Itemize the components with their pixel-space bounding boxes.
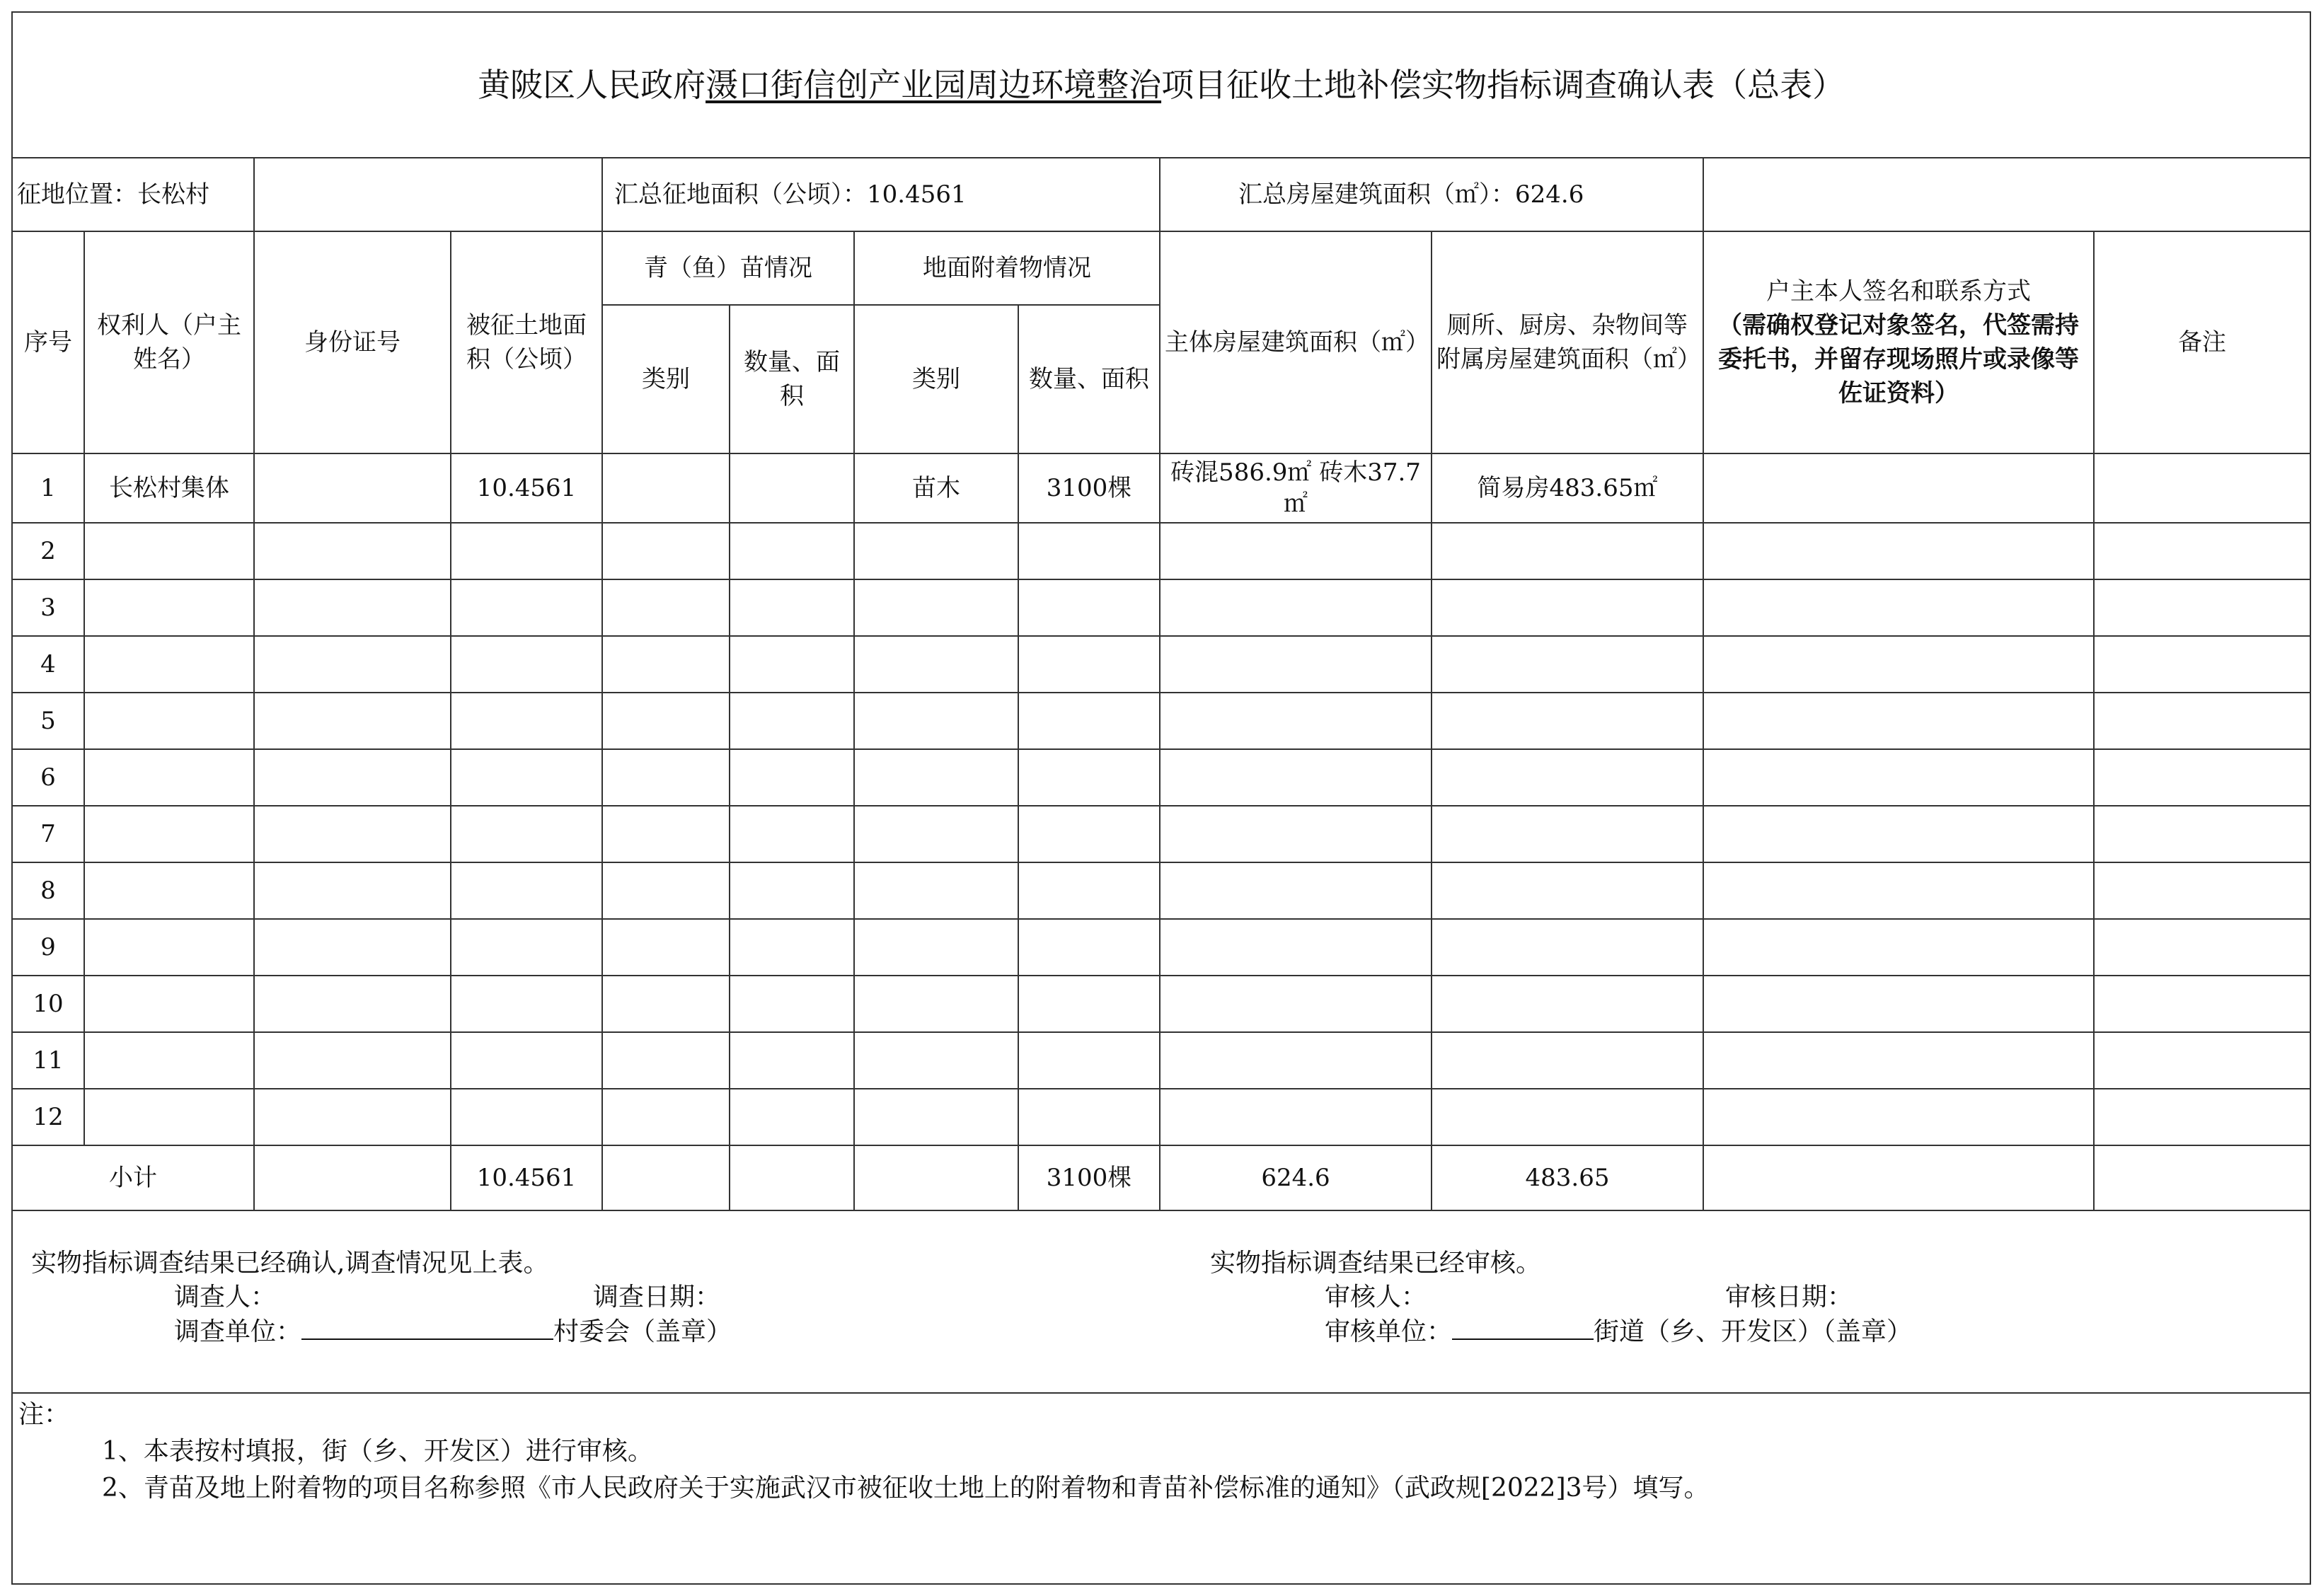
table-row — [12, 1089, 2310, 1145]
cell-aux-house: 简易房483.65㎡ — [1432, 453, 1703, 523]
review-unit-blank[interactable] — [1452, 1314, 1594, 1340]
cell-crop-type — [602, 453, 730, 523]
notes-block — [12, 1393, 2310, 1584]
table-row — [12, 1032, 2310, 1089]
header-signature-title: 户主本人签名和联系方式 — [1766, 277, 2031, 306]
cell-seq: 2 — [12, 523, 84, 579]
header-attachments: 地面附着物情况 — [854, 231, 1160, 305]
right-statement: 实物指标调查结果已经审核。 — [1210, 1249, 1542, 1278]
header-main-house: 主体房屋建筑面积（㎡） — [1160, 231, 1432, 453]
cell-seq: 3 — [12, 579, 84, 636]
cell-seq: 8 — [12, 862, 84, 919]
header-land-area: 被征土地面积（公顷） — [451, 231, 602, 453]
header-crops: 青（鱼）苗情况 — [602, 231, 854, 305]
cell-seq: 11 — [12, 1032, 84, 1089]
table-row — [12, 636, 2310, 693]
cell-land: 10.4561 — [451, 453, 602, 523]
header-aux-house: 厕所、厨房、杂物间等附属房屋建筑面积（㎡） — [1432, 231, 1703, 453]
table-row — [12, 453, 2310, 523]
table-row — [12, 693, 2310, 749]
header-att-qty: 数量、面积 — [1018, 305, 1160, 453]
cell-seq: 12 — [12, 1089, 84, 1145]
header-seq: 序号 — [12, 231, 84, 453]
header-crop-type: 类别 — [602, 305, 730, 453]
header-signature-note: （需确权登记对象签名，代签需持委托书，并留存现场照片或录像等佐证资料） — [1718, 311, 2079, 407]
header-remark: 备注 — [2094, 231, 2310, 453]
title-project: 滠口街信创产业园周边环境整治 — [705, 66, 1162, 104]
header-id-no: 身份证号 — [254, 231, 451, 453]
investigate-unit-label: 调查单位： — [174, 1317, 302, 1346]
total-building-cell: 汇总房屋建筑面积（㎡）：624.6 — [1160, 158, 1703, 231]
cell-signature — [1703, 453, 2094, 523]
table-row — [12, 806, 2310, 862]
review-unit-label: 审核单位： — [1325, 1317, 1453, 1346]
cell-seq: 9 — [12, 919, 84, 976]
table-row — [12, 919, 2310, 976]
cell-seq: 5 — [12, 693, 84, 749]
total-land-cell: 汇总征地面积（公顷）：10.4561 — [602, 158, 1160, 231]
left-statement: 实物指标调查结果已经确认,调查情况见上表。 — [31, 1249, 549, 1278]
reviewer-label: 审核人： — [1325, 1283, 1427, 1312]
title-suffix: 项目征收土地补偿实物指标调查确认表（总表） — [1161, 66, 1845, 104]
cell-att-qty: 3100棵 — [1018, 453, 1160, 523]
cell-seq: 4 — [12, 636, 84, 693]
subtotal-land: 10.4561 — [451, 1145, 602, 1210]
cell-seq: 1 — [12, 453, 84, 523]
table-row — [12, 579, 2310, 636]
survey-table — [11, 11, 2311, 1585]
header-owner: 权利人（户主姓名） — [84, 231, 254, 453]
note-item-1: 1、本表按村填报，街（乡、开发区）进行审核。 — [102, 1437, 653, 1466]
confirmation-block — [12, 1210, 2310, 1393]
notes-label: 注： — [18, 1400, 70, 1429]
cell-seq: 7 — [12, 806, 84, 862]
note-item-2: 2、青苗及地上附着物的项目名称参照《市人民政府关于实施武汉市被征收土地上的附着物和青苗补偿标准的通知》（武政规[2022]3号）填写。 — [102, 1474, 1710, 1503]
cell-att-type: 苗木 — [854, 453, 1018, 523]
title-prefix: 黄陂区人民政府 — [478, 66, 706, 104]
investigate-date-label: 调查日期： — [593, 1283, 721, 1312]
cell-main-house: 砖混586.9㎡ 砖木37.7㎡ — [1160, 453, 1432, 523]
table-row — [12, 749, 2310, 806]
cell-seq: 6 — [12, 749, 84, 806]
table-row — [12, 976, 2310, 1032]
subtotal-att-qty: 3100棵 — [1018, 1145, 1160, 1210]
village-seal-label: 村委会（盖章） — [553, 1317, 732, 1346]
cell-remark — [2094, 453, 2310, 523]
investigate-unit-line — [174, 1314, 732, 1349]
cell-owner: 长松村集体 — [84, 453, 254, 523]
cell-id-no — [254, 453, 451, 523]
cell-crop-qty — [730, 453, 854, 523]
review-unit-line — [1325, 1314, 1912, 1349]
location-cell: 征地位置：长松村 — [12, 158, 254, 231]
cell-seq: 10 — [12, 976, 84, 1032]
review-date-label: 审核日期： — [1725, 1283, 1853, 1312]
investigate-unit-blank[interactable] — [301, 1314, 553, 1340]
subtotal-row — [12, 1145, 2310, 1210]
subtotal-label: 小计 — [12, 1145, 254, 1210]
subtotal-aux-house: 483.65 — [1432, 1145, 1703, 1210]
table-row — [12, 523, 2310, 579]
subtotal-main-house: 624.6 — [1160, 1145, 1432, 1210]
header-crop-qty: 数量、面积 — [730, 305, 854, 453]
table-row — [12, 862, 2310, 919]
header-signature — [1703, 231, 2094, 453]
street-seal-label: 街道（乡、开发区）（盖章） — [1594, 1317, 1913, 1346]
page-title — [12, 12, 2310, 158]
investigator-label: 调查人： — [174, 1283, 277, 1312]
header-att-type: 类别 — [854, 305, 1018, 453]
